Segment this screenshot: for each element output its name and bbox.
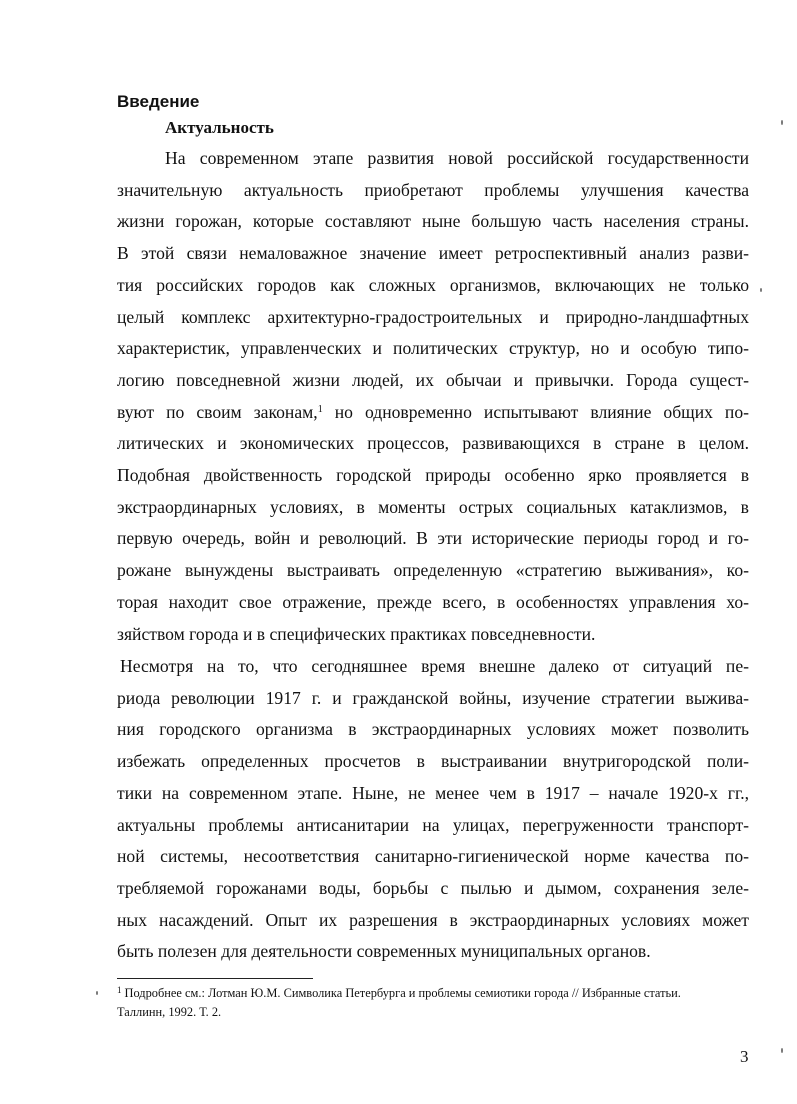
text-line: Несмотря на то, что сегодняшнее время внешне далеко от ситуаций пе- (120, 656, 749, 676)
scan-speck (96, 991, 98, 995)
text-line: требляемой горожанами воды, борьбы с пылью и дымом, сохранения зеле- (117, 877, 749, 898)
text-line: первую очередь, войн и революций. В эти исторические периоды город и го- (117, 528, 749, 549)
text-line: тики на современном этапе. Ныне, не менее чем в 1917 – начале 1920-х гг., (117, 782, 749, 803)
scan-speck (781, 1048, 783, 1053)
scan-speck (760, 288, 762, 292)
text-line: актуальны проблемы антисанитарии на улицах, перегруженности транспорт- (117, 814, 749, 835)
text-line-with-footnote (117, 397, 749, 429)
text-line: логию повседневной жизни людей, их обычаи и привычки. Города сущест- (117, 369, 749, 390)
text-line: риода революции 1917 г. и гражданской войны, изучение стратегии выжива- (117, 687, 749, 708)
text-line: жизни горожан, которые составляют ныне большую часть населения страны. (117, 211, 749, 232)
text-line: торая находит свое отражение, прежде всего, в особенностях управления хо- (117, 591, 749, 612)
page-number: 3 (740, 1047, 749, 1066)
text-line: экстраординарных условиях, в моменты острых социальных катаклизмов, в (117, 496, 749, 517)
text-line: быть полезен для деятельности современных муниципальных органов. (117, 941, 651, 962)
footnote-reference: 1 (317, 403, 323, 415)
footnote-text: Подробнее см.: Лотман Ю.М. Символика Петербурга и проблемы семиотики города // Избранные статьи. (124, 986, 681, 1000)
text-line: избежать определенных просчетов в выстраивании внутригородской поли- (117, 751, 749, 772)
text-line: ния городского организма в экстраординарных условиях может позволить (117, 719, 749, 740)
footnote-line (117, 984, 757, 1003)
text-line: рожане вынуждены выстраивать определенную «стратегию выживания», ко- (117, 560, 749, 581)
scan-speck (781, 120, 783, 125)
text-line: Подобная двойственность городской природы особенно ярко проявляется в (117, 465, 749, 486)
text-line: значительную актуальность приобретают проблемы улучшения качества (117, 179, 749, 200)
subsection-heading: Актуальность (165, 118, 274, 137)
text-line: тия российских городов как сложных организмов, включающих не только (117, 274, 749, 295)
text-line: В этой связи немаловажное значение имеет ретроспективный анализ разви- (117, 243, 749, 264)
footnote-divider (117, 978, 313, 979)
text-segment: но одновременно испытывают влияние общих по- (334, 401, 749, 422)
footnote-line: Таллинн, 1992. Т. 2. (117, 1005, 222, 1019)
text-line: ных насаждений. Опыт их разрешения в экстраординарных условиях может (117, 909, 749, 930)
section-heading: Введение (117, 92, 200, 111)
footnote (117, 984, 757, 1022)
paragraph-2 (117, 651, 749, 968)
text-line: ной системы, несоответствия санитарно-гигиенической норме качества по- (117, 846, 749, 867)
text-line: На современном этапе развития новой российской государственности (165, 148, 749, 168)
text-line: характеристик, управленческих и политических структур, но и особую типо- (117, 338, 749, 359)
text-segment: вуют по своим законам, (117, 401, 318, 422)
paragraph-1 (117, 143, 749, 650)
text-line: литических и экономических процессов, развивающихся в стране в целом. (117, 433, 749, 454)
text-line: зяйством города и в специфических практиках повседневности. (117, 623, 596, 644)
text-line: целый комплекс архитектурно-градостроительных и природно-ландшафтных (117, 306, 749, 327)
footnote-number: 1 (117, 985, 122, 995)
